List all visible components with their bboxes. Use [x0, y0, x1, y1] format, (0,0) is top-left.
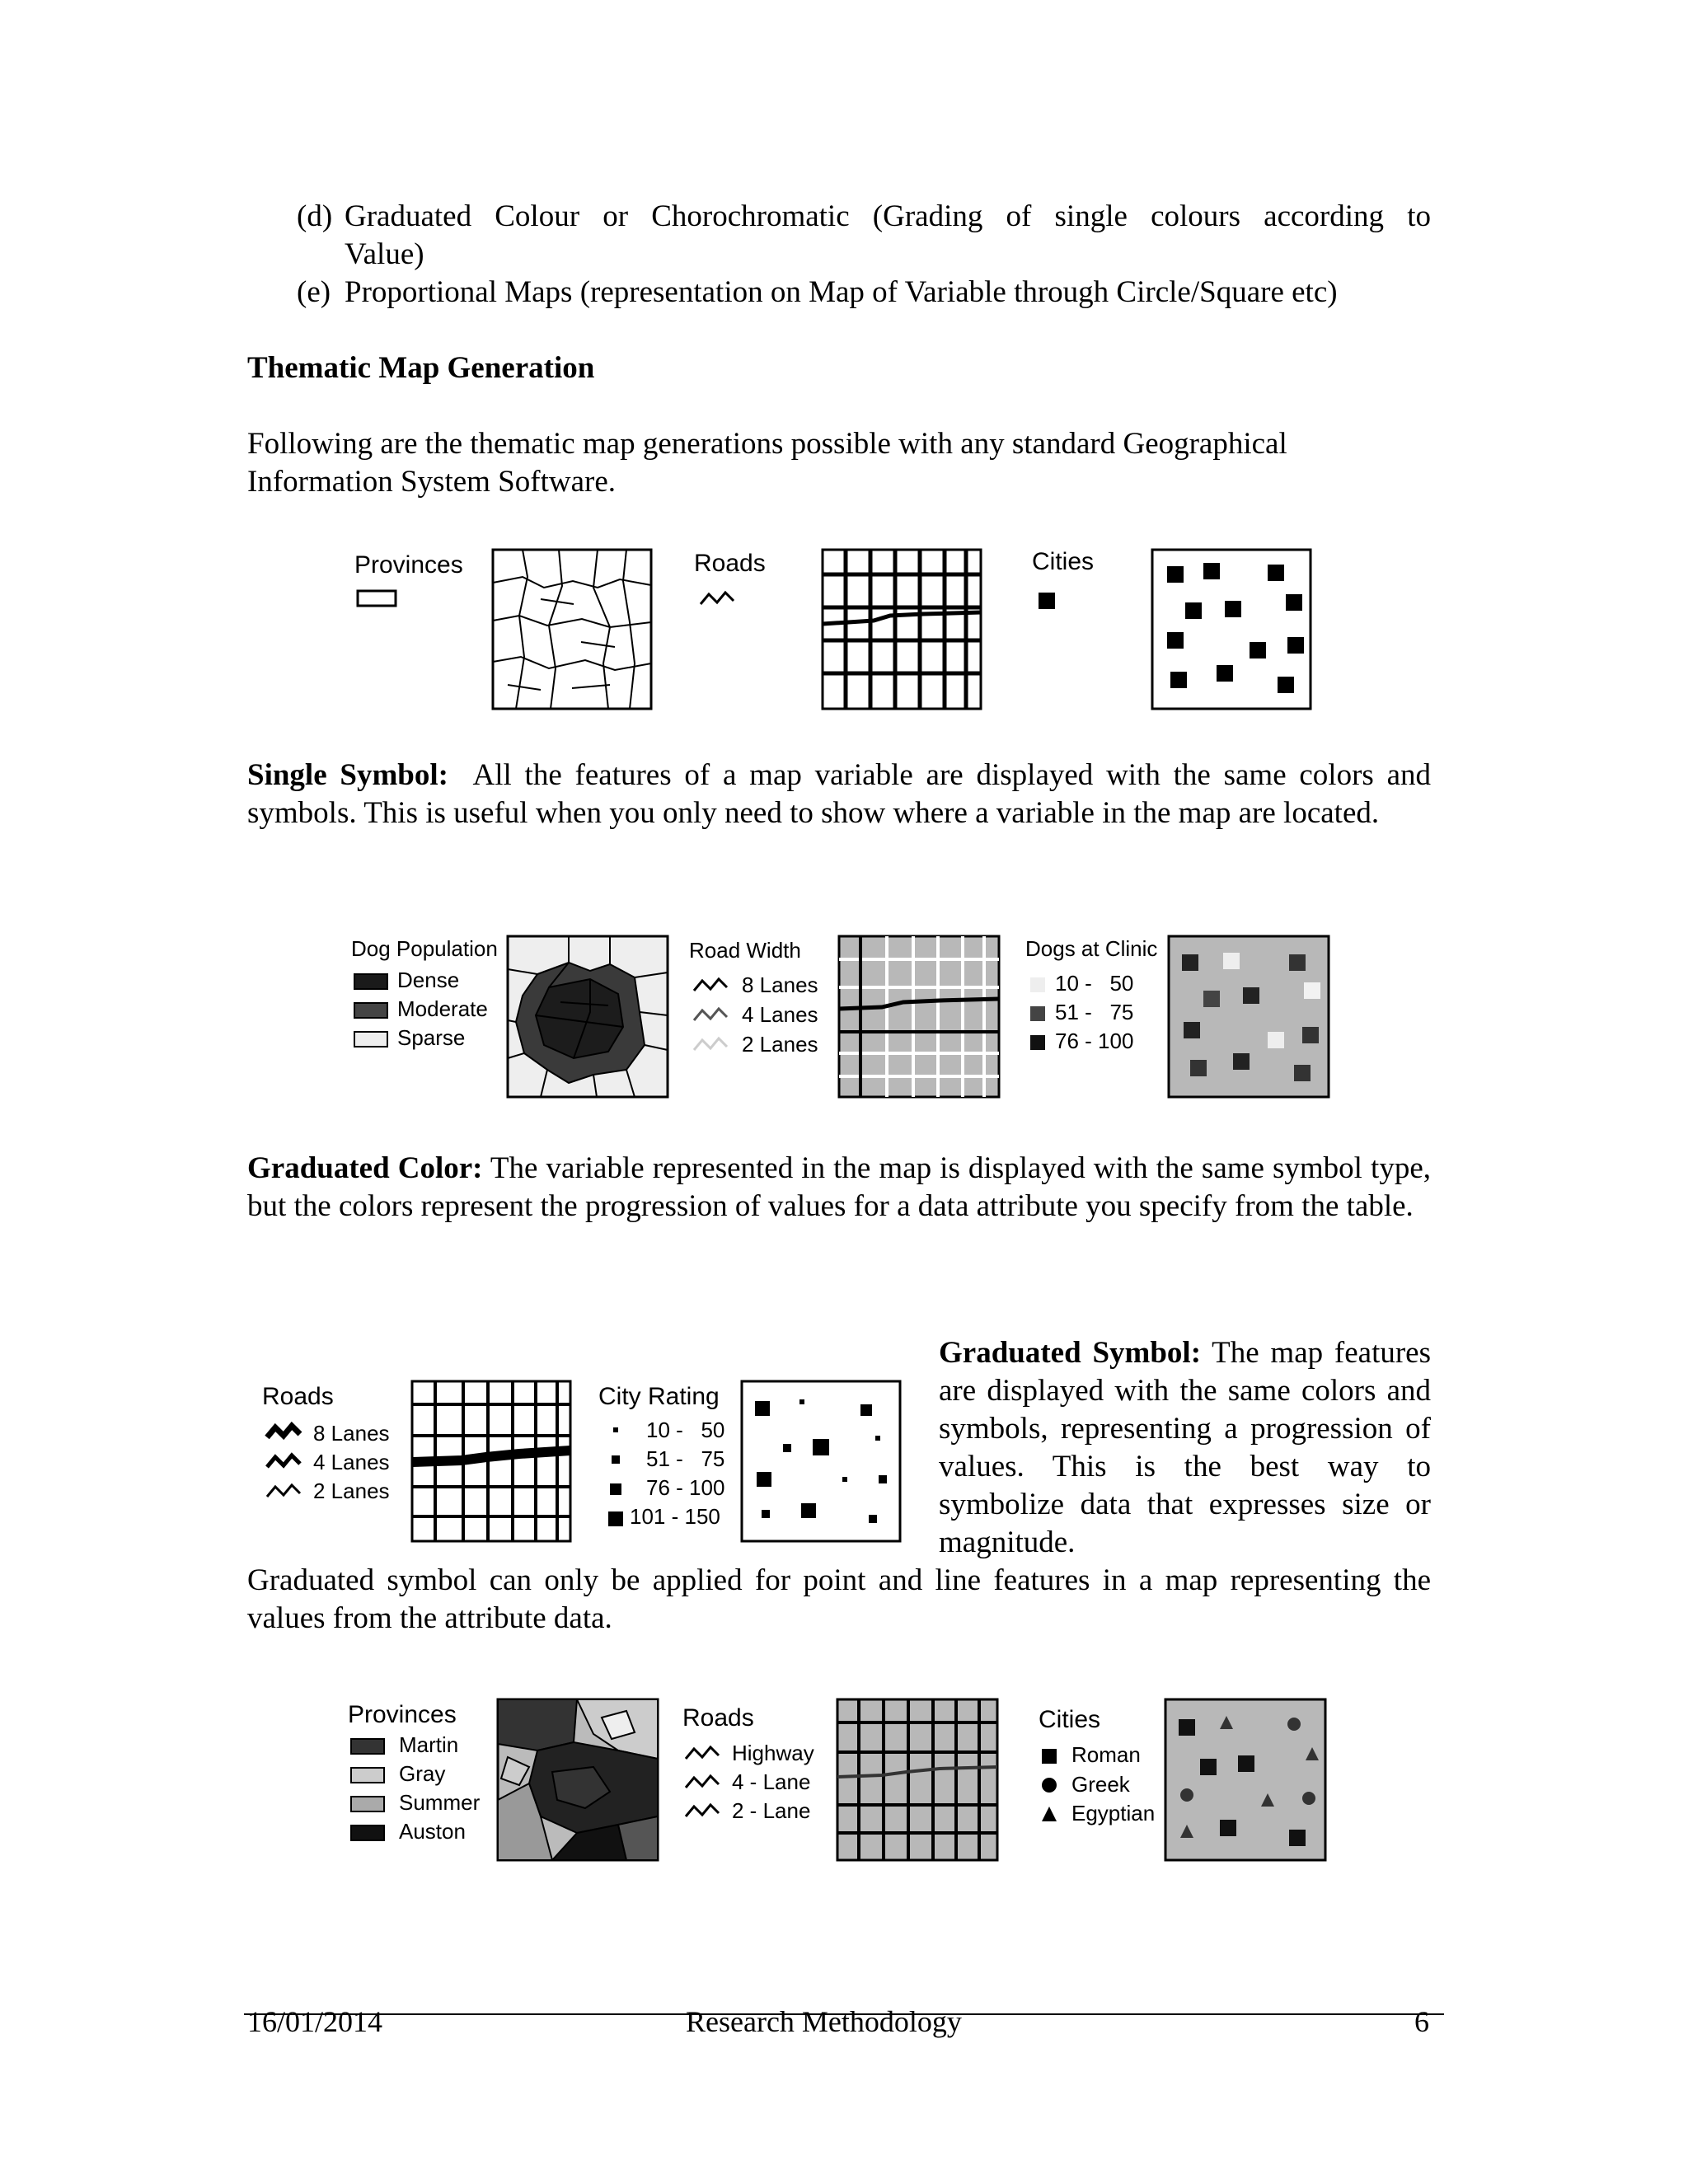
- map-provinces-unique: [498, 1699, 658, 1860]
- map-provinces: [493, 550, 651, 709]
- legend-swatch-8-lanes: [694, 979, 727, 991]
- legend-swatch-4-lanes-graduated: [267, 1455, 300, 1467]
- text-single-symbol: All the features of a map variable are displayed with the same colors and symbols. This is useful when you only need to show where a variable in the map are located.: [247, 758, 1431, 830]
- legend-swatch-rating-3: [610, 1483, 621, 1495]
- map-road-width: [839, 936, 999, 1097]
- section-heading: Thematic Map Generation: [247, 351, 595, 385]
- legend-swatch-4-lane: [686, 1776, 719, 1788]
- legend-label-sparse: Sparse: [397, 1025, 466, 1050]
- legend-swatch-martin: [351, 1739, 384, 1754]
- map-roads: [823, 550, 981, 709]
- legend-title-cities: Cities: [1032, 548, 1095, 575]
- legend-label-roman: Roman: [1071, 1742, 1141, 1767]
- legend-label-4-lanes-graduated: 4 Lanes: [313, 1450, 390, 1474]
- legend-label-2-lanes: 2 Lanes: [742, 1032, 818, 1057]
- legend-title-road-width: Road Width: [689, 938, 801, 963]
- legend-swatch-greek: [1042, 1778, 1057, 1793]
- legend-swatch-range-2: [1030, 1006, 1045, 1021]
- legend-swatch-2-lanes-graduated: [267, 1485, 300, 1497]
- footer-date: 16/01/2014: [247, 2005, 383, 2038]
- list-item-d-line1: [345, 198, 1431, 236]
- legend-swatch-roads: [701, 593, 734, 604]
- legend-swatch-roman: [1042, 1749, 1057, 1764]
- paragraph-graduated-color: [247, 1150, 1431, 1226]
- legend-label-rating-2: 51 - 75: [646, 1446, 725, 1471]
- term-graduated-color: Graduated Color:: [247, 1151, 483, 1185]
- legend-label-rating-4: 101 - 150: [630, 1504, 720, 1529]
- legend-label-4-lane: 4 - Lane: [732, 1769, 811, 1794]
- legend-swatch-gray: [351, 1768, 384, 1783]
- legend-swatch-cities: [1039, 593, 1055, 609]
- text-graduated-symbol-part1: The map features are displayed with the same colors and symbols, representing a progression of values. This is the best way to symbolize data that expresses size or magnitude.: [939, 1336, 1431, 1559]
- legend-label-2-lane: 2 - Lane: [732, 1798, 811, 1823]
- legend-label-8-lanes-graduated: 8 Lanes: [313, 1421, 390, 1446]
- map-cities: [1152, 550, 1311, 709]
- legend-swatch-egyptian: [1042, 1807, 1057, 1821]
- paragraph-single-symbol: [247, 757, 1431, 832]
- text-graduated-symbol-part2: Graduated symbol can only be applied for point and line features in a map representing the values from the attribute data.: [247, 1563, 1431, 1635]
- legend-label-auston: Auston: [399, 1819, 466, 1844]
- figure-graduated-symbol: [256, 1375, 915, 1548]
- legend-title-roads-unique: Roads: [682, 1704, 754, 1732]
- list-item-e: Proportional Maps (representation on Map of Variable through Circle/Square etc): [345, 275, 1338, 309]
- legend-label-4-lanes: 4 Lanes: [742, 1002, 818, 1027]
- list-marker-e: (e): [297, 275, 331, 309]
- legend-label-highway: Highway: [732, 1741, 814, 1765]
- legend-swatch-highway: [686, 1747, 719, 1759]
- legend-swatch-rating-2: [612, 1455, 620, 1464]
- term-single-symbol: Single Symbol:: [247, 758, 448, 792]
- legend-swatch-2-lane: [686, 1805, 719, 1816]
- legend-title-dogs-at-clinic: Dogs at Clinic: [1025, 936, 1158, 961]
- legend-swatch-range-1: [1030, 977, 1045, 992]
- paragraph-graduated-symbol-part1: [939, 1334, 1431, 1562]
- legend-title-provinces: Provinces: [354, 551, 463, 579]
- legend-label-range-1: 10 - 50: [1055, 971, 1134, 996]
- legend-title-provinces-unique: Provinces: [348, 1701, 457, 1728]
- intro-line1: Following are the thematic map generations possible with any standard Geographical: [247, 427, 1287, 461]
- legend-swatch-4-lanes: [694, 1009, 727, 1020]
- paragraph-graduated-symbol-part2: [247, 1562, 1431, 1638]
- list-item-d-text: Graduated Colour or Chorochromatic (Grading of single colours according to: [345, 199, 1431, 233]
- legend-label-martin: Martin: [399, 1732, 459, 1757]
- map-dog-population: [508, 936, 668, 1097]
- footer-title: Research Methodology: [686, 2005, 962, 2038]
- legend-swatch-rating-1: [613, 1427, 618, 1432]
- legend-title-city-rating: City Rating: [598, 1383, 720, 1410]
- legend-label-gray: Gray: [399, 1761, 446, 1786]
- figure-single-symbol: [346, 540, 1335, 713]
- legend-swatch-rating-4: [608, 1511, 623, 1526]
- legend-swatch-auston: [351, 1825, 384, 1840]
- legend-label-moderate: Moderate: [397, 996, 488, 1021]
- legend-swatch-summer: [351, 1797, 384, 1811]
- legend-title-dog-population: Dog Population: [351, 936, 498, 961]
- legend-title-roads-graduated: Roads: [262, 1383, 334, 1410]
- term-graduated-symbol: Graduated Symbol:: [939, 1336, 1202, 1370]
- map-dogs-at-clinic: [1169, 936, 1329, 1097]
- map-cities-unique: [1165, 1699, 1325, 1860]
- list-item-d-line2: Value): [345, 237, 424, 271]
- map-city-rating: [742, 1381, 900, 1541]
- legend-swatch-8-lanes-graduated: [267, 1426, 300, 1437]
- map-roads-graduated: [412, 1381, 570, 1541]
- legend-swatch-dense: [354, 974, 387, 989]
- legend-label-range-2: 51 - 75: [1055, 1000, 1134, 1024]
- intro-line2: Information System Software.: [247, 465, 616, 499]
- legend-title-roads: Roads: [694, 550, 766, 577]
- legend-label-egyptian: Egyptian: [1071, 1801, 1156, 1825]
- legend-swatch-sparse: [354, 1032, 387, 1047]
- legend-label-summer: Summer: [399, 1790, 481, 1815]
- legend-label-2-lanes-graduated: 2 Lanes: [313, 1479, 390, 1503]
- legend-label-dense: Dense: [397, 968, 460, 992]
- text-graduated-color: The variable represented in the map is displayed with the same symbol type, but the colors represent the progression of values for a data attribute you specify from the table.: [247, 1151, 1431, 1223]
- legend-label-rating-3: 76 - 100: [646, 1475, 725, 1500]
- legend-swatch-moderate: [354, 1003, 387, 1018]
- legend-swatch-2-lanes: [694, 1038, 727, 1050]
- legend-label-8-lanes: 8 Lanes: [742, 972, 818, 997]
- list-marker-d: (d): [297, 199, 333, 233]
- legend-swatch-provinces: [358, 591, 396, 606]
- map-roads-unique: [837, 1699, 997, 1860]
- legend-title-cities-unique: Cities: [1039, 1706, 1101, 1733]
- legend-label-greek: Greek: [1071, 1772, 1130, 1797]
- figure-unique-values: [346, 1693, 1360, 1870]
- figure-graduated-color: [346, 930, 1360, 1111]
- footer-page-number: 6: [1414, 2005, 1429, 2038]
- legend-swatch-range-3: [1030, 1035, 1045, 1050]
- legend-label-rating-1: 10 - 50: [646, 1418, 725, 1442]
- legend-label-range-3: 76 - 100: [1055, 1029, 1134, 1053]
